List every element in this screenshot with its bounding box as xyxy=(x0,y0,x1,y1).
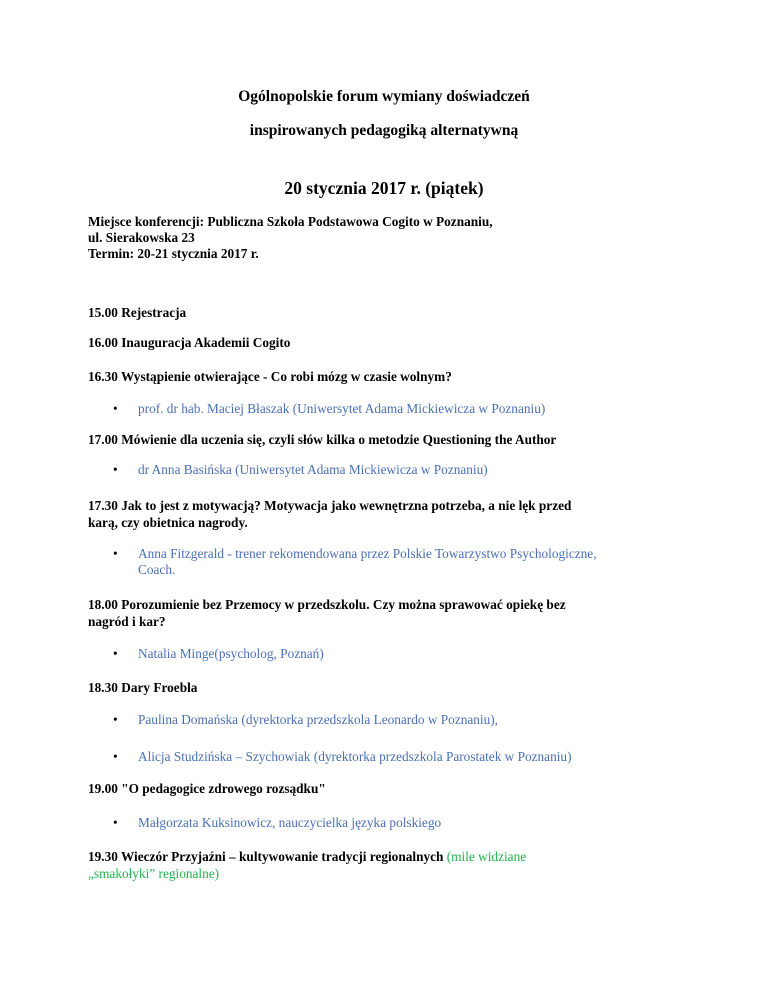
speaker-name: Natalia Minge(psycholog, Poznań) xyxy=(138,646,324,661)
date-heading: 20 stycznia 2017 r. (piątek) xyxy=(284,178,484,198)
bullet-icon: • xyxy=(113,712,118,727)
session-title: 15.00 Rejestracja xyxy=(88,305,187,320)
session-title: 19.00 "O pedagogice zdrowego rozsądku" xyxy=(88,781,326,796)
session-title: 17.00 Mówienie dla uczenia się, czyli słów kilka o metodzie Questioning the Author xyxy=(88,432,557,447)
venue-line-1: Miejsce konferencji: Publiczna Szkoła Podstawowa Cogito w Poznaniu, xyxy=(88,214,493,229)
agenda-item-1500 xyxy=(88,304,708,321)
bullet-icon: • xyxy=(113,749,118,764)
title-line-1: Ogólnopolskie forum wymiany doświadczeń xyxy=(238,88,530,105)
agenda-item-1800 xyxy=(88,596,708,630)
agenda-item-1600 xyxy=(88,334,708,351)
agenda-item-1630 xyxy=(88,368,708,385)
session-title xyxy=(88,848,708,865)
speaker-line-1: Anna Fitzgerald - trener rekomendowana przez Polskie Towarzystwo Psychologiczne, xyxy=(138,546,597,561)
agenda-item-1700 xyxy=(88,431,708,448)
speaker-item xyxy=(88,749,708,765)
speaker-item xyxy=(88,546,708,578)
agenda-item-1730 xyxy=(88,497,708,531)
speaker-item xyxy=(88,646,708,662)
session-title-line-2: karą, czy obietnica nagrody. xyxy=(88,515,248,530)
bullet-icon: • xyxy=(113,462,118,477)
session-title-line-2: nagród i kar? xyxy=(88,614,166,629)
agenda-item-1930 xyxy=(88,848,708,882)
session-title: 16.30 Wystąpienie otwierające - Co robi mózg w czasie wolnym? xyxy=(88,369,452,384)
agenda-item-1830 xyxy=(88,679,708,696)
speaker-item xyxy=(88,401,708,417)
speaker-name: prof. dr hab. Maciej Błaszak (Uniwersytet Adama Mickiewicza w Poznaniu) xyxy=(138,401,546,416)
conference-info xyxy=(88,214,493,262)
session-title-bold: 19.30 Wieczór Przyjaźni – kultywowanie tradycji regionalnych xyxy=(88,849,444,864)
note-text-1: (mile widziane xyxy=(443,849,527,864)
term-line: Termin: 20-21 stycznia 2017 r. xyxy=(88,246,259,261)
speaker-name: dr Anna Basińska (Uniwersytet Adama Mickiewicza w Poznaniu) xyxy=(138,462,488,477)
speaker-line-2: Coach. xyxy=(138,562,176,577)
speaker-item xyxy=(88,712,708,728)
speaker-item xyxy=(88,815,708,831)
bullet-icon: • xyxy=(113,646,118,661)
note-text-2: „smakołyki” regionalne) xyxy=(88,866,220,881)
session-title: 18.30 Dary Froebla xyxy=(88,680,198,695)
agenda-item-1900 xyxy=(88,780,708,797)
venue-line-2: ul. Sierakowska 23 xyxy=(88,230,195,245)
speaker-name: Małgorzata Kuksinowicz, nauczycielka języka polskiego xyxy=(138,815,442,830)
bullet-icon: • xyxy=(113,546,118,561)
bullet-icon: • xyxy=(113,401,118,416)
session-title: 16.00 Inauguracja Akademii Cogito xyxy=(88,335,291,350)
speaker-item xyxy=(88,462,708,478)
speaker-name: Paulina Domańska (dyrektorka przedszkola Leonardo w Poznaniu), xyxy=(138,712,499,727)
speaker-name: Alicja Studzińska – Szychowiak (dyrektorka przedszkola Parostatek w Poznaniu) xyxy=(138,749,572,764)
session-title-line-1: 18.00 Porozumienie bez Przemocy w przedszkolu. Czy można sprawować opiekę bez xyxy=(88,597,566,612)
session-title-line-1: 17.30 Jak to jest z motywacją? Motywacja jako wewnętrzna potrzeba, a nie lęk przed xyxy=(88,498,572,513)
title-line-2: inspirowanych pedagogiką alternatywną xyxy=(249,122,519,139)
bullet-icon: • xyxy=(113,815,118,830)
